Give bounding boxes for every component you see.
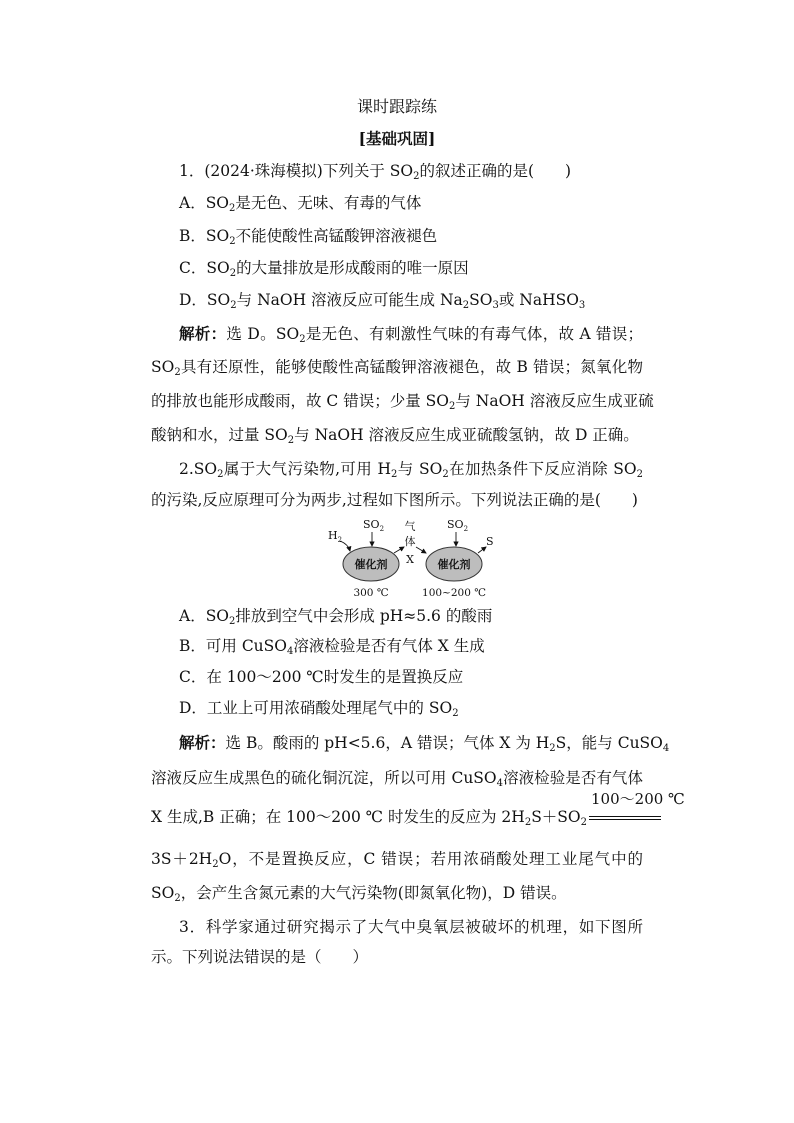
q1-explanation-line-4: 酸钠和水，过量 $SO_2$与 NaOH 溶液反应生成亚硫酸氢钠，故 D 正确。 [151, 426, 639, 446]
q1-explanation-line-3: 的排放也能形成酸雨，故 C 错误；少量 $SO_2$与 NaOH 溶液反应生成亚硫 [151, 392, 654, 412]
q2-option-b: B．可用 CuSO$_4$溶液检验是否有气体 X 生成 [179, 637, 485, 657]
x-arrow-out [394, 547, 404, 553]
q2-option-c: C．在 100～200 ℃时发生的是置换反应 [179, 668, 464, 686]
q2-explanation-line-1: 解析：选 B。酸雨的 pH<5.6，A 错误；气体 X 为 $H_2S$，能与 CuSO$_4$ [179, 733, 670, 754]
q2-explanation-line-3: X 生成,B 正确；在 100～200 ℃ 时发生的反应为 $2H_2S+SO_2$ 100～200 ℃ [151, 790, 685, 828]
catalyst-label-1: 催化剂 [354, 558, 388, 571]
x-arrow-in [416, 547, 426, 553]
temperature-label-1: 300 ℃ [353, 587, 389, 599]
q3-stem-line-1: 3．科学家通过研究揭示了大气中臭氧层被破坏的机理，如下图所 [179, 918, 643, 936]
reaction-diagram [322, 513, 494, 599]
q1-explanation-line-2: $SO_2$具有还原性，能够使酸性高锰酸钾溶液褪色，故 B 错误；氮氧化物 [151, 358, 643, 378]
q3-stem-line-2: 示。下列说法错误的是（ ） [151, 948, 369, 966]
catalyst-label-2: 催化剂 [437, 558, 471, 571]
gas-label-2: 体 [404, 535, 416, 548]
q2-option-a: A．$SO_2$排放到空气中会形成 pH≈5.6 的酸雨 [179, 607, 493, 627]
page-title: 课时跟踪练 [356, 97, 437, 116]
q2-stem-line-1: $2.SO_2$属于大气污染物,可用 $H_2$与 $SO_2$在加热条件下反应消除 $SO_2$ [179, 460, 643, 480]
q1-option-c: C．$SO_2$的大量排放是形成酸雨的唯一原因 [179, 259, 469, 279]
q1-option-a: A．$SO_2$是无色、无味、有毒的气体 [179, 194, 422, 214]
s-arrow [478, 547, 486, 553]
q2-explanation-line-2: 溶液反应生成黑色的硫化铜沉淀，所以可用 CuSO$_4$溶液检验是否有气体 [151, 769, 643, 789]
gas-label-x: X [406, 553, 414, 566]
q1-stem: 1．(2024·珠海模拟)下列关于 $SO_2$的叙述正确的是( ) [179, 162, 572, 182]
q2-explanation-line-4: $3S+2H_2O$，不是置换反应，C 错误；若用浓硝酸处理工业尾气中的 [151, 850, 644, 870]
q1-option-d: D．$SO_2$与 NaOH 溶液反应可能生成 $Na_2SO_3$或 NaHSO$_3$ [179, 291, 586, 311]
sulfur-label: S [486, 535, 494, 548]
gas-label-1: 气 [404, 520, 416, 533]
q2-stem-line-2: 的污染,反应原理可分为两步,过程如下图所示。下列说法正确的是( ) [151, 491, 638, 509]
reaction-condition: 100～200 ℃ [587, 806, 661, 828]
so2-label-1: $SO_2$ [363, 518, 385, 533]
so2-label-2: $SO_2$ [447, 518, 469, 533]
q1-explanation-line-1: 解析：选 D。$SO_2$是无色、有刺激性气味的有毒气体，故 A 错误； [179, 324, 643, 345]
q1-option-b: B．$SO_2$不能使酸性高锰酸钾溶液褪色 [179, 227, 438, 247]
h2-label: $H_2$ [328, 529, 343, 544]
q2-option-d: D．工业上可用浓硝酸处理尾气中的 $SO_2$ [179, 699, 459, 719]
section-heading: [基础巩固] [358, 129, 436, 148]
q2-explanation-line-5: $SO_2$，会产生含氮元素的大气污染物(即氮氧化物)，D 错误。 [151, 884, 567, 904]
temperature-label-2: 100~200 ℃ [422, 587, 486, 599]
